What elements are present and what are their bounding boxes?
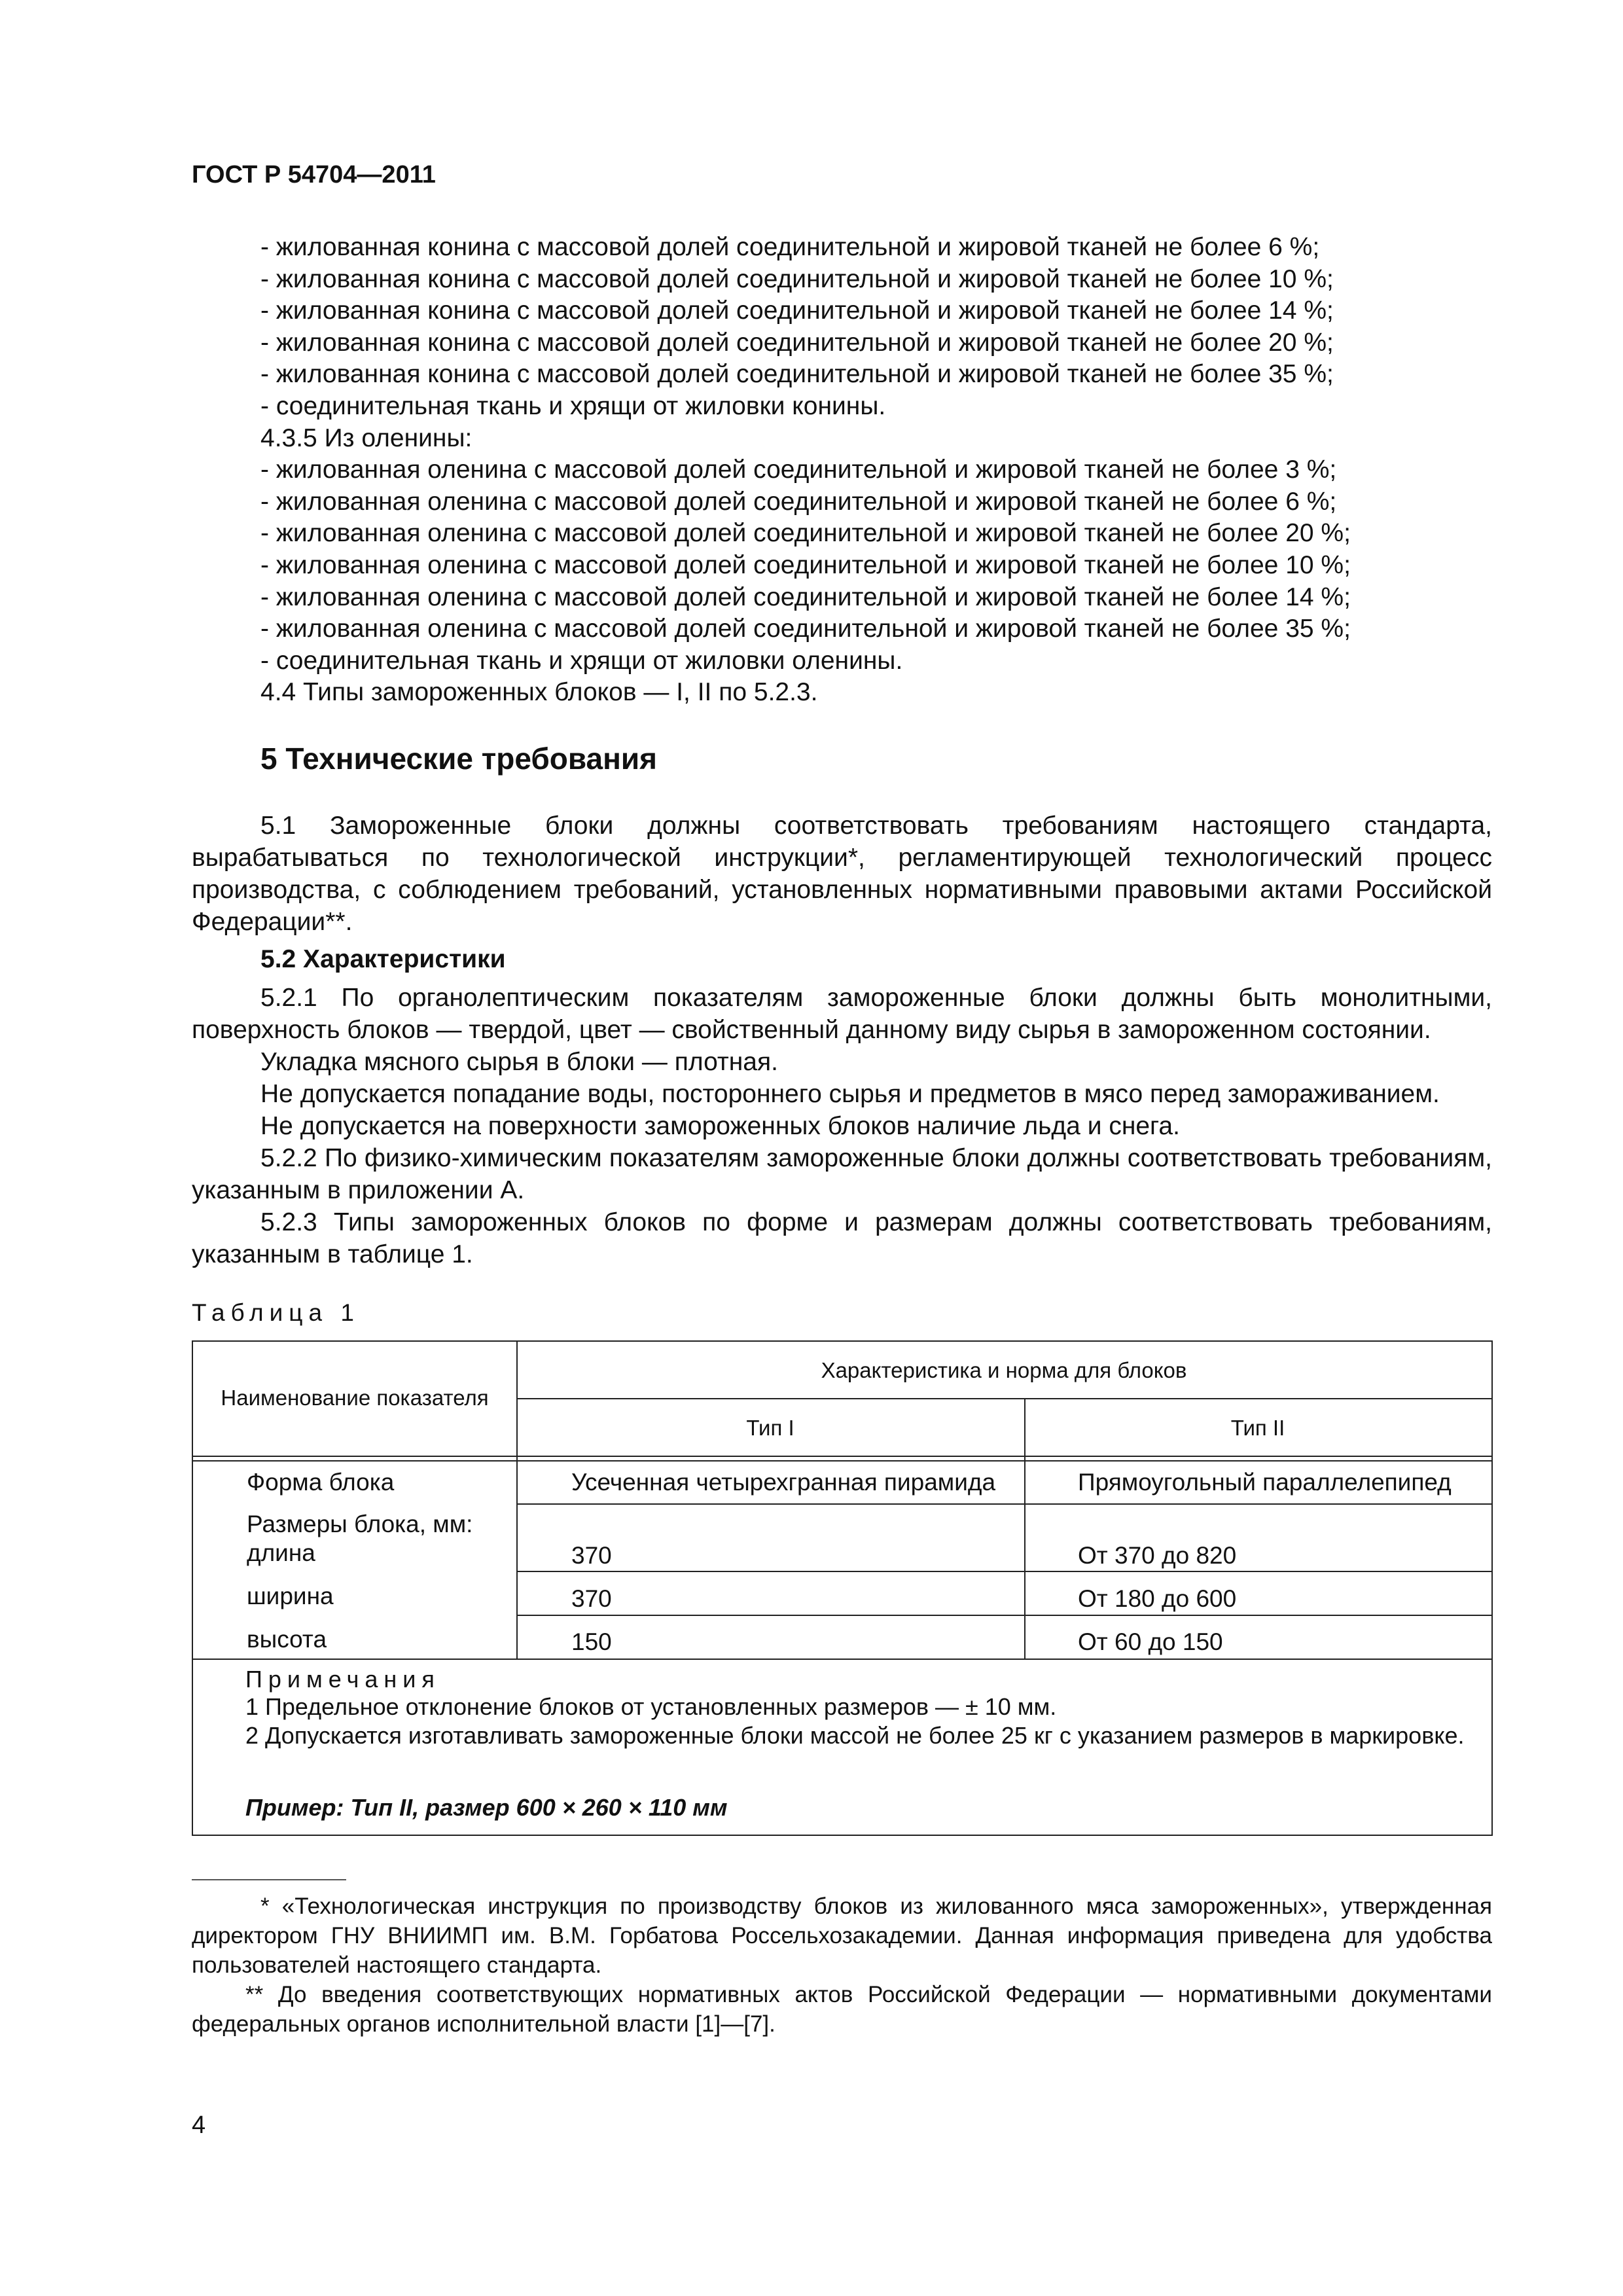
note-2: 2 Допускается изготавливать замороженные блоки массой не более 25 кг с указанием размеров в маркировке.	[245, 1722, 1465, 1749]
list-item: - жилованная конина с массовой долей соединительной и жировой тканей не более 35 %;	[260, 360, 1334, 389]
table-rule	[516, 1571, 1491, 1572]
list-item: 4.3.5 Из оленины:	[260, 423, 473, 452]
list-item: - жилованная конина с массовой долей соединительной и жировой тканей не более 10 %;	[260, 264, 1334, 293]
table-cell: От 180 до 600	[1078, 1585, 1237, 1612]
column-header-type1: Тип I	[746, 1416, 794, 1440]
table-cell: От 370 до 820	[1078, 1542, 1237, 1569]
list-item: - жилованная оленина с массовой долей соединительной и жировой тканей не более 10 %;	[260, 550, 1351, 579]
list-item: - жилованная оленина с массовой долей соединительной и жировой тканей не более 3 %;	[260, 456, 1337, 484]
column-group-header: Характеристика и норма для блоков	[821, 1358, 1187, 1382]
table-rule	[516, 1398, 1491, 1399]
table-rule	[516, 1615, 1491, 1616]
table-cell: ширина	[247, 1583, 334, 1609]
list-item: - жилованная конина с массовой долей соединительной и жировой тканей не более 14 %;	[260, 296, 1334, 325]
note-1: 1 Предельное отклонение блоков от установленных размеров — ± 10 мм.	[245, 1693, 1057, 1720]
table-cell: Прямоугольный параллелепипед	[1078, 1469, 1452, 1496]
table-rule	[193, 1456, 1491, 1457]
table-cell: высота	[247, 1626, 327, 1653]
list-item: 4.4 Типы замороженных блоков — I, II по 5.2.3.	[260, 678, 818, 707]
table-cell: Усеченная четырехгранная пирамида	[571, 1469, 996, 1496]
table-rule	[516, 1503, 1491, 1505]
paragraph-5-2-1: 5.2.1 По органолептическим показателям замороженные блоки должны быть монолитными, поверхность блоков — твердой, цвет — свойственный данному виду сырья в замороженном состоянии.	[192, 984, 1492, 1044]
table-1	[192, 1340, 1493, 1836]
table-cell: 370	[571, 1542, 612, 1569]
table-cell: 370	[571, 1585, 612, 1612]
list-item: - соединительная ткань и хрящи от жиловки оленины.	[260, 646, 903, 675]
table-cell: длина	[247, 1539, 315, 1566]
footnote-divider	[192, 1879, 346, 1880]
list-item: - жилованная конина с массовой долей соединительной и жировой тканей не более 6 %;	[260, 233, 1320, 261]
column-header-name: Наименование показателя	[221, 1386, 489, 1410]
page-number: 4	[192, 2111, 206, 2139]
document-header: ГОСТ Р 54704—2011	[192, 161, 436, 188]
footnote-1: * «Технологическая инструкция по производству блоков из жилованного мяса замороженных», утвержденная директором ГНУ ВНИИМП им. В.М. Горбатова Россельхозакадемии. Данная информация приведена для удобства пользователей настоящего стандарта.	[192, 1893, 1492, 1978]
list-item: - жилованная оленина с массовой долей соединительной и жировой тканей не более 35 %;	[260, 615, 1351, 643]
table-example: Пример: Тип II, размер 600 × 260 × 110 мм	[245, 1794, 728, 1821]
section-heading: 5 Технические требования	[260, 742, 657, 776]
table-cell: Размеры блока, мм:	[247, 1511, 473, 1537]
paragraph-5-2-1-c: Не допускается попадание воды, постороннего сырья и предметов в мясо перед замораживанием.	[260, 1080, 1440, 1108]
table-rule	[516, 1342, 518, 1659]
notes-title: Примечания	[245, 1666, 440, 1693]
list-item: - жилованная оленина с массовой долей соединительной и жировой тканей не более 6 %;	[260, 487, 1337, 516]
subsection-heading: 5.2 Характеристики	[260, 945, 506, 973]
paragraph-5-1: 5.1 Замороженные блоки должны соответствовать требованиям настоящего стандарта, вырабатываться по технологической инструкции*, регламентирующей технологический процесс производства, с соблюдением требований, установленных нормативными правовыми актами Российской Федерации**.	[192, 812, 1492, 936]
paragraph-5-2-1-b: Укладка мясного сырья в блоки — плотная.	[260, 1048, 778, 1076]
list-item: - соединительная ткань и хрящи от жиловки конины.	[260, 391, 886, 420]
paragraph-5-2-1-d: Не допускается на поверхности замороженных блоков наличие льда и снега.	[260, 1112, 1180, 1140]
column-header-type2: Тип II	[1230, 1416, 1285, 1440]
table-caption: Таблица 1	[192, 1299, 360, 1326]
list-item: - жилованная оленина с массовой долей соединительной и жировой тканей не более 20 %;	[260, 519, 1351, 548]
list-item: - жилованная конина с массовой долей соединительной и жировой тканей не более 20 %;	[260, 328, 1334, 357]
paragraph-5-2-2: 5.2.2 По физико-химическим показателям замороженные блоки должны соответствовать требованиям, указанным в приложении А.	[192, 1144, 1492, 1204]
table-cell: 150	[571, 1628, 612, 1655]
table-cell: Форма блока	[247, 1469, 395, 1496]
list-item: - жилованная оленина с массовой долей соединительной и жировой тканей не более 14 %;	[260, 583, 1351, 611]
table-rule	[193, 1659, 1491, 1660]
paragraph-5-2-3: 5.2.3 Типы замороженных блоков по форме и размерам должны соответствовать требованиям, указанным в таблице 1.	[192, 1208, 1492, 1268]
table-rule	[193, 1460, 1491, 1462]
table-cell: От 60 до 150	[1078, 1628, 1223, 1655]
requirements-list	[260, 232, 1504, 709]
footnote-2: ** До введения соответствующих нормативных актов Российской Федерации — нормативными документами федеральных органов исполнительной власти [1]—[7].	[192, 1982, 1492, 2037]
